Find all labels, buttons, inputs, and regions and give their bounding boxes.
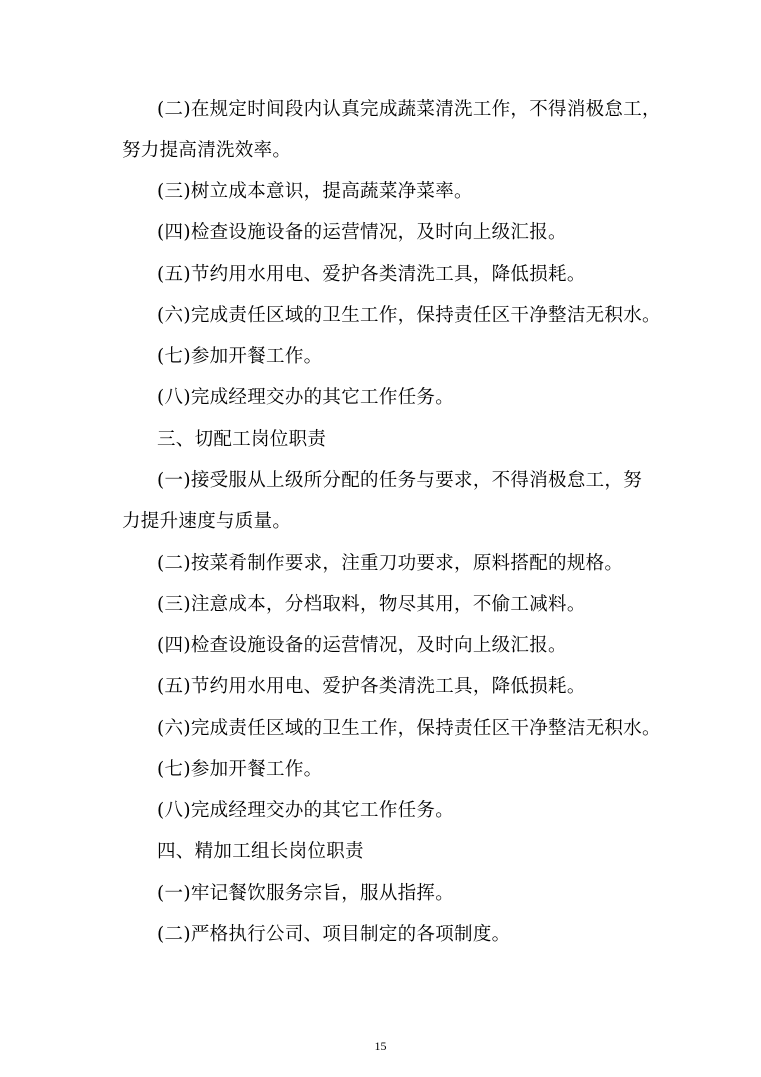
text-line: (二)按菜肴制作要求，注重刀功要求，原料搭配的规格。 xyxy=(157,553,624,574)
text-line: (四)检查设施设备的运营情况，及时向上级汇报。 xyxy=(157,222,567,243)
text-line: (七)参加开餐工作。 xyxy=(157,346,323,367)
text-line: (七)参加开餐工作。 xyxy=(157,759,323,780)
text-line: 努力提高清洗效率。 xyxy=(122,140,292,161)
text-line: (三)注意成本，分档取料，物尽其用，不偷工减料。 xyxy=(157,594,586,615)
page-number: 15 xyxy=(374,1039,387,1053)
text-line: 力提升速度与质量。 xyxy=(122,511,292,532)
text-line: (一)牢记餐饮服务宗旨，服从指挥。 xyxy=(157,883,455,904)
text-line: (六)完成责任区域的卫生工作，保持责任区干净整洁无积水。 xyxy=(157,305,661,326)
section-heading: 四、精加工组长岗位职责 xyxy=(157,841,364,862)
text-line: (六)完成责任区域的卫生工作，保持责任区干净整洁无积水。 xyxy=(157,718,661,739)
text-line: (一)接受服从上级所分配的任务与要求，不得消极怠工，努 xyxy=(157,470,643,491)
text-line: (二)严格执行公司、项目制定的各项制度。 xyxy=(157,924,511,945)
text-line: (五)节约用水用电、爱护各类清洗工具，降低损耗。 xyxy=(157,676,586,697)
text-line: (三)树立成本意识，提高蔬菜净菜率。 xyxy=(157,181,473,202)
text-line: (四)检查设施设备的运营情况，及时向上级汇报。 xyxy=(157,635,567,656)
text-line: (八)完成经理交办的其它工作任务。 xyxy=(157,387,455,408)
text-line: (八)完成经理交办的其它工作任务。 xyxy=(157,800,455,821)
text-line: (五)节约用水用电、爱护各类清洗工具，降低损耗。 xyxy=(157,264,586,285)
text-line: (二)在规定时间段内认真完成蔬菜清洗工作，不得消极怠工， xyxy=(157,99,661,120)
section-heading: 三、切配工岗位职责 xyxy=(157,429,327,450)
